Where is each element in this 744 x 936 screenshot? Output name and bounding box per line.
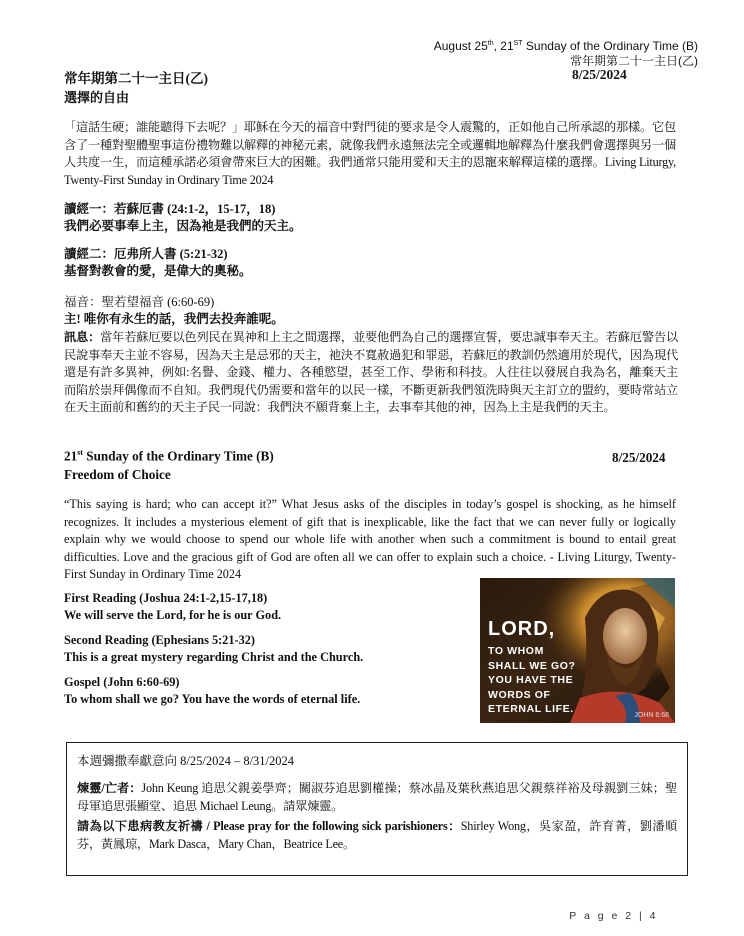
en-title-sup: st xyxy=(77,448,83,457)
image-ref: JOHN 6:68 xyxy=(634,712,669,719)
cn-message-text: 當年若蘇厄要以色列民在異神和上主之間選擇，並要他們為自己的選擇宣誓，要忠誠事奉天主。若蘇厄警告以民說事奉天主並不容易，因為天主是忌邪的天主，祂決不寬赦過犯和罪惡，若蘇厄的教訓仍然適用於現代，因為現代還是有許多異神，例如:名譽、金錢、權力、各種慾望，甚至工作、學術和科技。人往往以發展自我為名，離棄天主而陷於崇拜偶像而不自知。我們現代仍需要和當年的以民一樣，不斷更新我們領洗時與天主訂立的盟約，要時常站立在天主面前和舊約的天主子民一同說：我們決不願背棄上主，去事奉其他的神，因為上主是我們的天主。 xyxy=(64,330,678,415)
en-subtitle: Freedom of Choice xyxy=(64,467,171,482)
header-sup: ST xyxy=(513,40,523,47)
cn-reading1 xyxy=(64,201,302,235)
deceased-text: John Keung 追思父親姜學齊；關淑芬追思劉權操；蔡冰晶及葉秋燕追思父親蔡祥裕及母親劉三妹；聖母軍追思張顯堂、追思 Michael Leung。請眾煉靈。 xyxy=(77,781,677,813)
cn-subtitle: 選擇的自由 xyxy=(64,90,130,105)
cn-reading1-text: 我們必要事奉上主，因為祂是我們的天主。 xyxy=(64,219,302,233)
image-line2: TO WHOM xyxy=(488,645,544,657)
cn-date: 8/25/2024 xyxy=(572,67,627,82)
cn-reading2 xyxy=(64,246,252,280)
image-line3: SHALL WE GO? xyxy=(488,659,576,672)
cn-reading2-text: 基督對教會的愛，是偉大的奧秘。 xyxy=(64,264,252,278)
cn-message-label: 訊息： xyxy=(64,330,101,344)
header-title: Sunday of the Ordinary Time (B) xyxy=(522,39,698,53)
header-sup: th xyxy=(487,40,494,47)
cn-gospel xyxy=(64,294,284,328)
sick-label: 請為以下患病教友祈禱 / Please pray for the following sick parishioners： xyxy=(77,819,461,833)
en-gospel-text: To whom shall we go? You have the words of eternal life. xyxy=(64,691,361,706)
en-intro: “This saying is hard; who can accept it?” What Jesus asks of the disciples in today’s gospel is shocking, as he himself recognizes. It includes a mysterious element of gift that is inexplicable, like the fact that we can never fully or logically explain why we would choose to spend our whole life with another when such a commitment is bound to entail great difficulties. Love and the gracious gift of God are often all we can offer to explain such a choice. - Living Liturgy, Twenty-First Sunday in Ordinary Time 2024 xyxy=(64,497,676,582)
mass-box-title: 本週彌撒奉獻意向 8/25/2024 – 8/31/2024 xyxy=(77,754,295,768)
mass-intentions-box xyxy=(66,742,688,876)
header-line-english xyxy=(434,36,698,54)
en-title-rest: Sunday of the Ordinary Time (B) xyxy=(82,448,274,464)
mass-box-deceased xyxy=(77,779,677,815)
cn-gospel-text: 主! 唯你有永生的話，我們去投奔誰呢。 xyxy=(64,312,284,326)
jesus-image xyxy=(480,578,675,723)
en-date: 8/25/2024 xyxy=(612,450,666,465)
cn-intro: 「這話生硬；誰能聽得下去呢？」耶穌在今天的福音中對門徒的要求是令人震驚的，正如他自己所承認的那樣。它包含了一種對聖體聖事這份禮物難以解釋的神秘元素，就像我們永遠無法完全或邏輯地解釋為什麼我們會選擇與另一個人共度一生，而這種承諾必須會帶來巨大的困難。我們通常只能用愛和天主的恩寵來解釋這樣的選擇。Living Liturgy, Twenty-First Sunday in Ordinary Time 2024 xyxy=(64,120,676,187)
en-title xyxy=(64,448,274,464)
en-reading1-text: We will serve the Lord, for he is our God. xyxy=(64,607,282,622)
cn-reading2-title: 讀經二：厄弗所人書 (5:21-32) xyxy=(64,247,228,261)
en-gospel xyxy=(64,674,360,707)
cn-title: 常年期第二十一主日(乙) xyxy=(64,71,208,86)
image-line1: LORD, xyxy=(488,618,556,640)
sick-text: Shirley Wong，吳家盈，許育菁，劉潘順芬，黃鳳琼，Mark Dasca，Mary Chan，Beatrice Lee。 xyxy=(77,819,677,851)
cn-reading1-title: 讀經一：若蘇厄書 (24:1-2，15-17，18) xyxy=(64,202,276,216)
en-reading2 xyxy=(64,632,363,665)
image-caption xyxy=(488,644,576,717)
en-gospel-title: Gospel (John 6:60-69) xyxy=(64,675,180,689)
header-date: August 25 xyxy=(433,39,488,53)
image-line6: ETERNAL LIFE. xyxy=(488,703,574,715)
cn-gospel-title: 福音：聖若望福音 (6:60-69) xyxy=(64,295,215,309)
header-mid: , 21 xyxy=(493,39,514,53)
page-header xyxy=(434,36,698,69)
image-line5: WORDS OF xyxy=(488,688,551,701)
en-reading1-title: First Reading (Joshua 24:1-2,15-17,18) xyxy=(64,591,268,605)
mass-box-sick xyxy=(77,817,677,853)
en-reading2-title: Second Reading (Ephesians 5:21-32) xyxy=(64,633,255,647)
en-reading1 xyxy=(64,590,281,623)
deceased-label: 煉靈/亡者： xyxy=(77,781,142,795)
page-number: P a g e 2 | 4 xyxy=(569,910,658,922)
en-reading2-text: This is a great mystery regarding Christ and the Church. xyxy=(64,649,364,664)
cn-message xyxy=(64,329,678,417)
en-title-num: 21 xyxy=(64,448,78,464)
header-line-chinese: 常年期第二十一主日(乙) xyxy=(570,54,698,68)
image-line4: YOU HAVE THE xyxy=(488,674,574,686)
